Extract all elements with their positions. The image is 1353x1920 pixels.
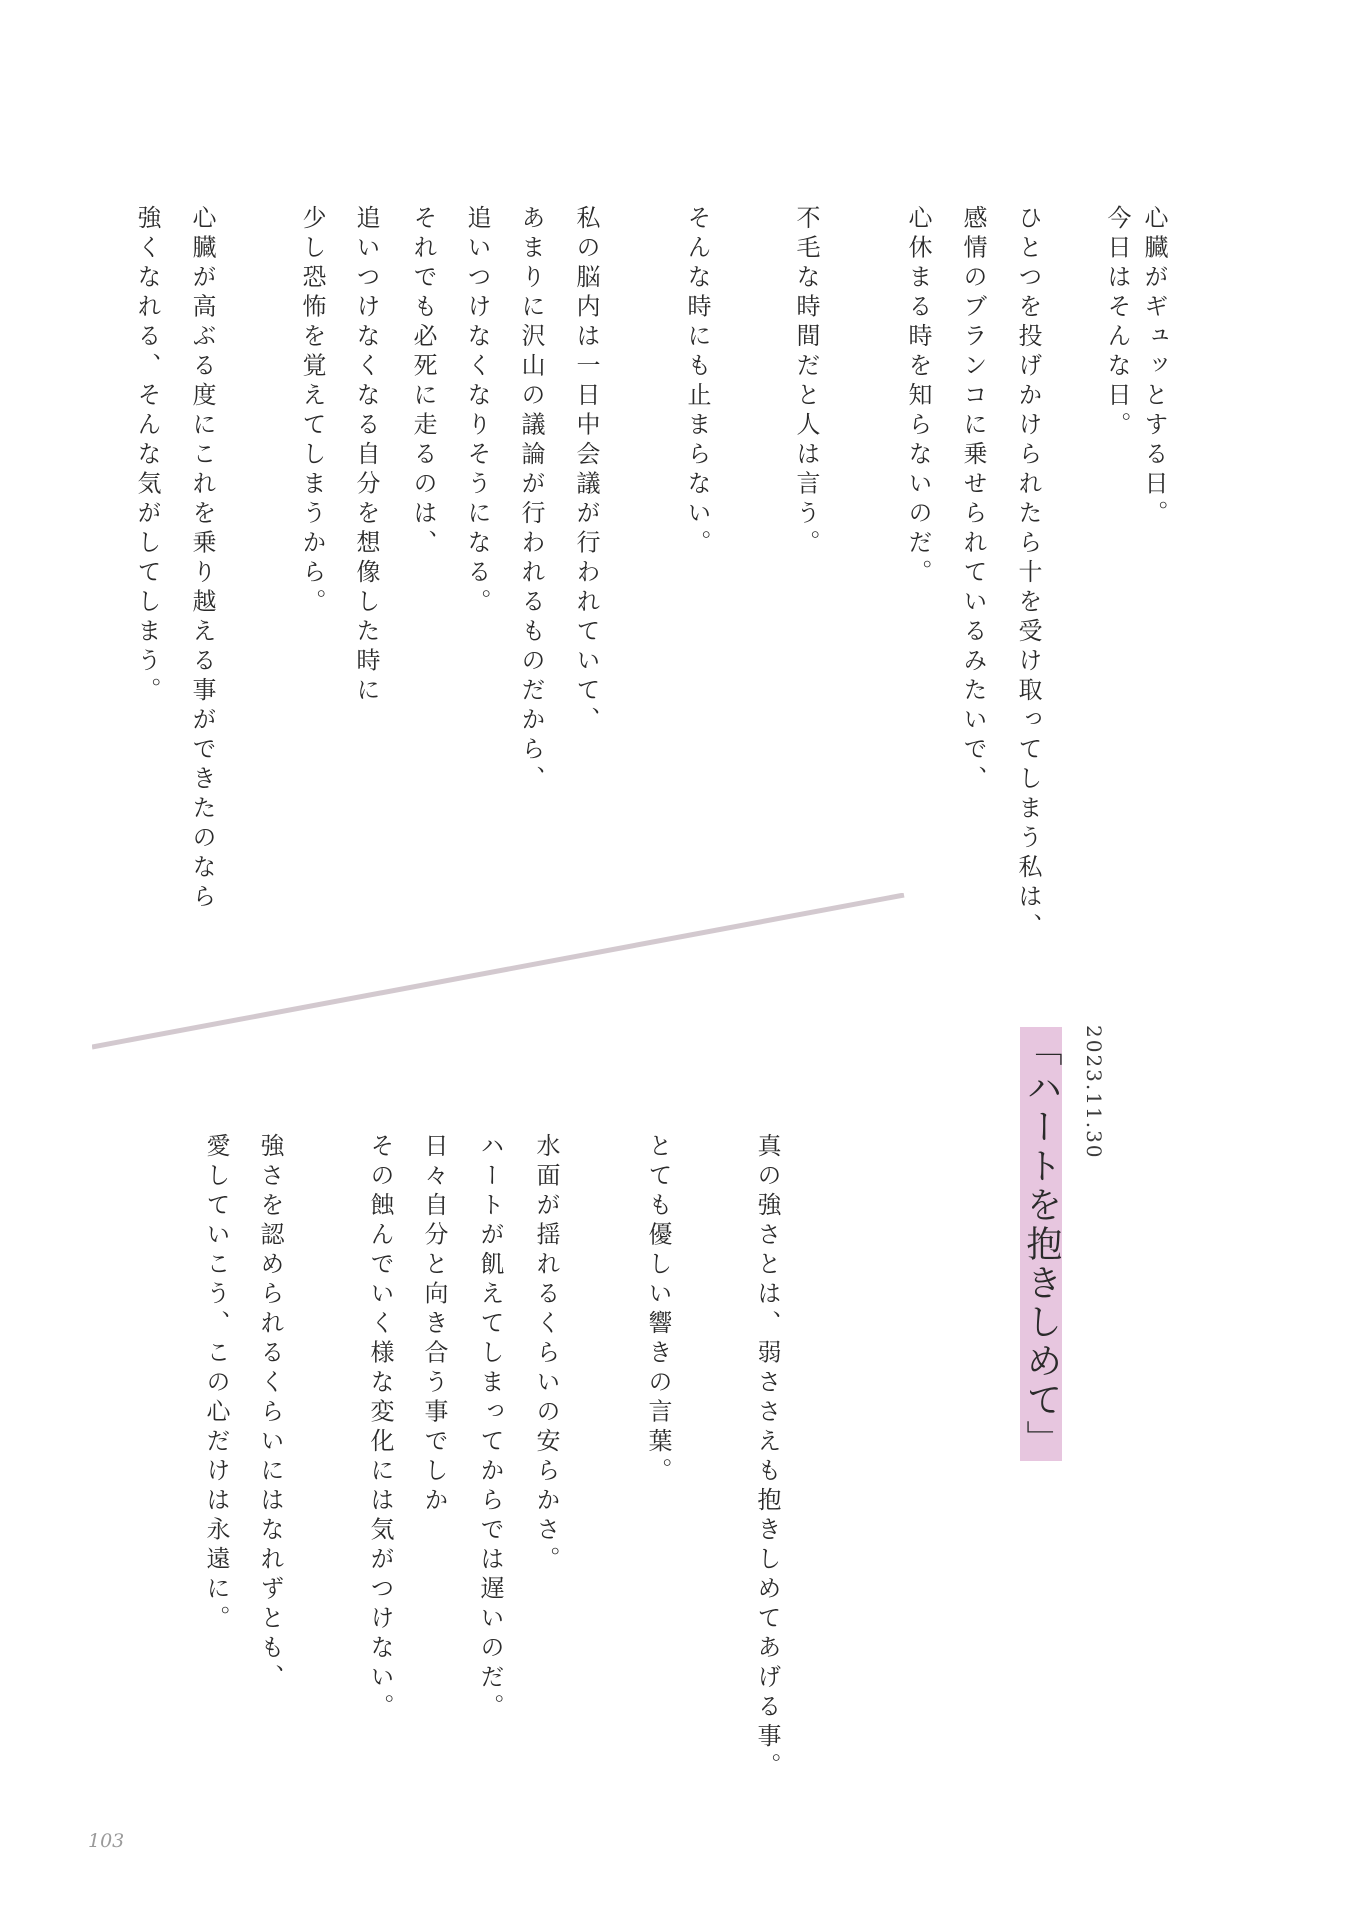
upper-line-14: 心臓が高ぶる度にこれを乗り越える事ができたのなら <box>188 205 216 913</box>
upper-line-9: あまりに沢山の議論が行われるものだから、 <box>517 205 545 795</box>
upper-line-4: 感情のブランコに乗せられているみたいで、 <box>959 205 987 795</box>
divider-line <box>92 893 912 1053</box>
lower-line-2: とても優しい響きの言葉。 <box>644 1133 672 1487</box>
poem-title: 「ハートを抱きしめて」 <box>1021 1029 1062 1459</box>
upper-line-12: 追いつけなくなる自分を想像した時に <box>352 205 380 707</box>
lower-line-3: 水面が揺れるくらいの安らかさ。 <box>532 1133 560 1576</box>
upper-line-3: ひとつを投げかけられたら十を受け取ってしまう私は、 <box>1014 205 1042 943</box>
upper-line-7: そんな時にも止まらない。 <box>683 205 711 559</box>
upper-line-11: それでも必死に走るのは、 <box>409 205 437 559</box>
lower-line-5: 日々自分と向き合う事でしか <box>420 1133 448 1517</box>
upper-line-1: 心臓がギュッとする日。 <box>1140 205 1168 530</box>
upper-line-10: 追いつけなくなりそうになる。 <box>463 205 491 618</box>
upper-line-8: 私の脳内は一日中会議が行われていて、 <box>572 205 600 736</box>
upper-line-2: 今日はそんな日。 <box>1103 205 1131 441</box>
lower-line-8: 愛していこう、この心だけは永遠に。 <box>202 1133 230 1635</box>
lower-line-7: 強さを認められるくらいにはなれずとも、 <box>256 1133 284 1694</box>
lower-line-6: その蝕んでいく様な変化には気がつけない。 <box>366 1133 394 1723</box>
upper-line-13: 少し恐怖を覚えてしまうから。 <box>298 205 326 618</box>
upper-line-5: 心休まる時を知らないのだ。 <box>904 205 932 589</box>
upper-line-6: 不毛な時間だと人は言う。 <box>792 205 820 559</box>
lower-line-4: ハートが飢えてしまってからでは遅いのだ。 <box>476 1133 504 1723</box>
page-number: 103 <box>88 1830 125 1852</box>
poem-date: 2023.11.30 <box>1082 1025 1106 1160</box>
upper-line-15: 強くなれる、そんな気がしてしまう。 <box>133 205 161 707</box>
lower-line-1: 真の強さとは、弱ささえも抱きしめてあげる事。 <box>753 1133 781 1782</box>
